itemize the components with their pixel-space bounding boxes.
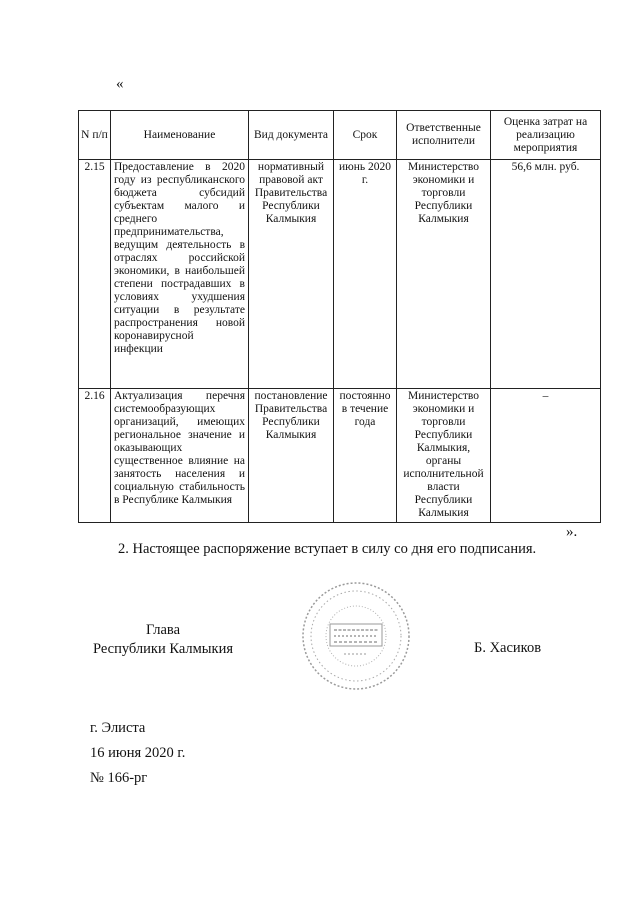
header-doc-type: Вид документа: [249, 111, 334, 160]
row-cost: 56,6 млн. руб.: [491, 160, 601, 389]
official-seal: [300, 580, 412, 692]
signatory-name: Б. Хасиков: [474, 640, 542, 656]
row-measure-name: Предоставление в 2020 году из республиканского бюджета субсидий субъектам малого и среднего предпринимательства, ведущим деятельность в отраслях российской экономики, в наибольшей степени пострадавших в условиях ухудшения ситуации в результате распространения новой коронавирусной инфекции: [111, 160, 249, 389]
opening-quote: «: [116, 76, 124, 92]
row-measure-name: Актуализация перечня системообразующих организаций, имеющих региональное значение и оказывающих существенное влияние на занятость населения и социальную стабильность в Республике Калмыкия: [111, 389, 249, 523]
header-executors: Ответственные исполнители: [397, 111, 491, 160]
row-number: 2.15: [79, 160, 111, 389]
table-row: [79, 160, 601, 389]
header-cost: Оценка затрат на реализацию мероприятия: [491, 111, 601, 160]
table-row: [79, 389, 601, 523]
signatory-title: [88, 621, 238, 659]
row-term: постоянно в течение года: [334, 389, 397, 523]
signatory-title-line1: Глава: [145, 622, 181, 638]
row-cost: –: [491, 389, 601, 523]
document-number: № 166-рг: [90, 770, 148, 786]
closing-quote: ».: [566, 524, 578, 540]
signatory-title-line2: Республики Калмыкия: [92, 641, 234, 657]
header-number: N п/п: [79, 111, 111, 160]
clause-text: 2. Настоящее распоряжение вступает в силу со дня его подписания.: [118, 541, 537, 557]
header-name: Наименование: [111, 111, 249, 160]
row-doc-type: нормативный правовой акт Правительства Республики Калмыкия: [249, 160, 334, 389]
measures-table: [78, 110, 601, 523]
place-of-signing: г. Элиста: [90, 720, 146, 736]
header-term: Срок: [334, 111, 397, 160]
row-number: 2.16: [79, 389, 111, 523]
row-executors: Министерство экономики и торговли Республики Калмыкия: [397, 160, 491, 389]
row-doc-type: постановление Правительства Республики Калмыкия: [249, 389, 334, 523]
row-executors: Министерство экономики и торговли Республики Калмыкия, органы исполнительной власти Республики Калмыкия: [397, 389, 491, 523]
row-term: июнь 2020 г.: [334, 160, 397, 389]
table-header-row: [79, 111, 601, 160]
document-date: 16 июня 2020 г.: [90, 745, 186, 761]
